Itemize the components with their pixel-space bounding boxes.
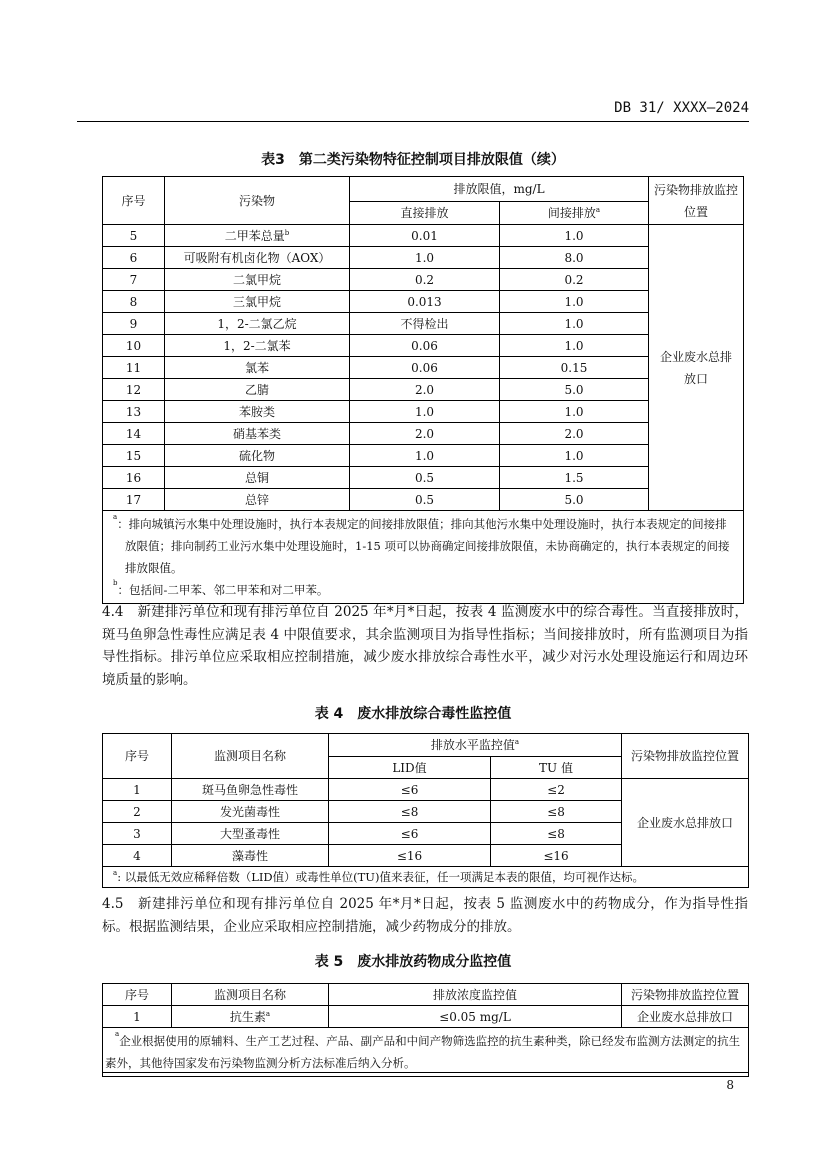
table3-cell-direct: 0.013: [350, 291, 500, 313]
table-row: [103, 291, 744, 313]
table4-caption: 表 4 废水排放综合毒性监控值: [314, 706, 512, 722]
table3-header-limit: 排放限值，mg/L: [350, 177, 649, 202]
table5: [102, 983, 749, 1077]
table3-note-b: $^b$：包括间-二甲苯、邻二甲苯和对二甲苯。: [113, 579, 329, 597]
table4-cell-no: 1: [103, 779, 172, 801]
table-row: [103, 225, 744, 247]
table3-cell-no: 14: [103, 423, 165, 445]
table3-header-pollutant: 污染物: [165, 177, 350, 225]
table4-cell-tu: ≤2: [491, 779, 622, 801]
table3-cell-direct: 0.06: [350, 357, 500, 379]
table-row: [103, 247, 744, 269]
table3-cell-indirect: 2.0: [500, 423, 649, 445]
table3-cell-no: 16: [103, 467, 165, 489]
table4-note: $^a$: 以最低无效应稀释倍数（LID值）或毒性单位(TU)值来表征，任一项满足本表的限值，均可视作达标。: [103, 867, 749, 888]
table4-cell-lid: ≤16: [329, 845, 491, 867]
table4-header-location: 污染物排放监控位置: [622, 734, 749, 779]
table3-cell-no: 6: [103, 247, 165, 269]
table3-cell-no: 13: [103, 401, 165, 423]
table3-cell-name: 1，2-二氯乙烷: [165, 313, 350, 335]
table3-cell-name: 硫化物: [165, 445, 350, 467]
table3-cell-no: 12: [103, 379, 165, 401]
table3-cell-name: 总锌: [165, 489, 350, 511]
table3-cell-direct: 1.0: [350, 401, 500, 423]
table3-cell-direct: 1.0: [350, 445, 500, 467]
table5-note: $^a$企业根据使用的原辅料、生产工艺过程、产品、副产品和中间产物筛选监控的抗生素种类，除已经发布监测方法测定的抗生素外，其他待国家发布污染物监测分析方法标准后纳入分析。: [103, 1028, 749, 1077]
table4-header-tu: TU 值: [491, 757, 622, 779]
table3-cell-indirect: 1.0: [500, 335, 649, 357]
table3-cell-no: 8: [103, 291, 165, 313]
table-row: [103, 445, 744, 467]
table3-cell-direct: 0.5: [350, 489, 500, 511]
table4-header-item: 监测项目名称: [172, 734, 329, 779]
table-row: [103, 467, 744, 489]
table3-cell-direct: 0.2: [350, 269, 500, 291]
table4-cell-lid: ≤8: [329, 801, 491, 823]
table3-cell-no: 11: [103, 357, 165, 379]
table3-cell-location: 企业废水总排放口: [649, 225, 744, 511]
table3-cell-name: 总铜: [165, 467, 350, 489]
table4-cell-tu: ≤8: [491, 801, 622, 823]
table3-header-indirect: 间接排放$^a$: [500, 202, 649, 225]
table3-cell-name: 乙腈: [165, 379, 350, 401]
table3-cell-name: 二甲苯总量$^b$: [165, 225, 350, 247]
table3-cell-no: 5: [103, 225, 165, 247]
table3-header-direct: 直接排放: [350, 202, 500, 225]
table3-cell-name: 可吸附有机卤化物（AOX）: [165, 247, 350, 269]
table3-cell-indirect: 1.0: [500, 225, 649, 247]
table-row: [103, 401, 744, 423]
table-row: [103, 423, 744, 445]
table4-cell-name: 大型蚤毒性: [172, 823, 329, 845]
paragraph-4-4: 4.4 新建排污单位和现有排污单位自 2025 年*月*日起，按表 4 监测废水中的综合毒性。当直接排放时，斑马鱼卵急性毒性应满足表 4 中限值要求，其余监测项目为指导性指标；当间接排放时，所有监测项目为指导性指标。排污单位应采取相应控制措施，减少废水排放综合毒性水平，减少对污水处理设施运行和周边环境质量的影响。: [102, 604, 748, 688]
table3-cell-indirect: 5.0: [500, 489, 649, 511]
table5-cell-no: 1: [103, 1006, 172, 1028]
table3-cell-direct: 2.0: [350, 423, 500, 445]
table5-cell-conc: ≤0.05 mg/L: [329, 1006, 622, 1028]
table5-header-location: 污染物排放监控位置: [622, 984, 749, 1006]
table4-cell-tu: ≤8: [491, 823, 622, 845]
table3-cell-indirect: 5.0: [500, 379, 649, 401]
table4-cell-tu: ≤16: [491, 845, 622, 867]
table3-cell-direct: 0.01: [350, 225, 500, 247]
header-rule: [77, 121, 749, 122]
table3: [102, 176, 744, 604]
table-row: [103, 357, 744, 379]
table3-cell-indirect: 0.15: [500, 357, 649, 379]
table-row: [103, 269, 744, 291]
table5-caption: 表 5 废水排放药物成分监控值: [314, 954, 512, 970]
table3-cell-indirect: 1.0: [500, 313, 649, 335]
table3-note-a: $^a$：排向城镇污水集中处理设施时，执行本表规定的间接排放限值；排向其他污水集中处理设施时，执行本表规定的间接排放限值；排向制药工业污水集中处理设施时，1-15 项可以协商确定间接排放限值，未协商确定的，执行本表规定的间接排放限值。: [113, 513, 730, 575]
table4: [102, 733, 749, 888]
table3-cell-direct: 1.0: [350, 247, 500, 269]
table3-cell-name: 三氯甲烷: [165, 291, 350, 313]
table5-row: [103, 1006, 749, 1028]
table3-cell-no: 17: [103, 489, 165, 511]
table5-header-item: 监测项目名称: [172, 984, 329, 1006]
table3-header-no: 序号: [103, 177, 165, 225]
table4-cell-lid: ≤6: [329, 779, 491, 801]
table3-cell-indirect: 1.0: [500, 401, 649, 423]
table-row: [103, 779, 749, 801]
table4-cell-name: 藻毒性: [172, 845, 329, 867]
table4-cell-location: 企业废水总排放口: [622, 779, 749, 867]
table3-cell-name: 苯胺类: [165, 401, 350, 423]
table4-cell-no: 4: [103, 845, 172, 867]
page-number: 8: [726, 1078, 734, 1092]
table3-cell-no: 10: [103, 335, 165, 357]
table-row: [103, 379, 744, 401]
table3-cell-indirect: 1.0: [500, 291, 649, 313]
table5-header-no: 序号: [103, 984, 172, 1006]
table3-cell-indirect: 1.5: [500, 467, 649, 489]
table3-cell-no: 9: [103, 313, 165, 335]
footer-rule: [102, 1072, 748, 1073]
table5-cell-name: 抗生素$^a$: [172, 1006, 329, 1028]
table3-cell-indirect: 0.2: [500, 269, 649, 291]
table4-cell-name: 斑马鱼卵急性毒性: [172, 779, 329, 801]
table3-cell-direct: 0.06: [350, 335, 500, 357]
table3-cell-direct: 不得检出: [350, 313, 500, 335]
table5-header-conc: 排放浓度监控值: [329, 984, 622, 1006]
table3-notes: [103, 511, 744, 604]
table3-cell-indirect: 8.0: [500, 247, 649, 269]
table4-header-level: 排放水平监控值$^a$: [329, 734, 622, 757]
table3-cell-name: 二氯甲烷: [165, 269, 350, 291]
table3-cell-direct: 2.0: [350, 379, 500, 401]
table3-cell-direct: 0.5: [350, 467, 500, 489]
table3-cell-name: 硝基苯类: [165, 423, 350, 445]
table4-cell-no: 3: [103, 823, 172, 845]
table3-cell-no: 7: [103, 269, 165, 291]
standard-code: DB 31/ XXXX—2024: [614, 100, 749, 116]
table-row: [103, 489, 744, 511]
table3-caption: 表3 第二类污染物特征控制项目排放限值（续）: [261, 152, 565, 168]
table3-cell-no: 15: [103, 445, 165, 467]
table-row: [103, 335, 744, 357]
table4-cell-lid: ≤6: [329, 823, 491, 845]
table3-header-location: 污染物排放监控位置: [649, 177, 744, 225]
table3-cell-indirect: 1.0: [500, 445, 649, 467]
table4-header-no: 序号: [103, 734, 172, 779]
table-row: [103, 313, 744, 335]
table3-cell-name: 1，2-二氯苯: [165, 335, 350, 357]
table4-cell-no: 2: [103, 801, 172, 823]
table3-cell-name: 氯苯: [165, 357, 350, 379]
table4-cell-name: 发光菌毒性: [172, 801, 329, 823]
table5-cell-location: 企业废水总排放口: [622, 1006, 749, 1028]
paragraph-4-5: 4.5 新建排污单位和现有排污单位自 2025 年*月*日起，按表 5 监测废水中的药物成分，作为指导性指标。根据监测结果，企业应采取相应控制措施，减少药物成分的排放。: [102, 896, 748, 935]
table4-header-lid: LID值: [329, 757, 491, 779]
